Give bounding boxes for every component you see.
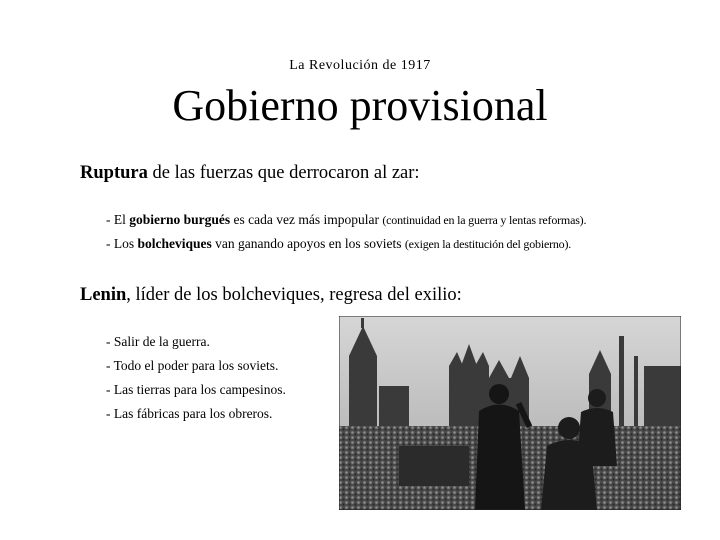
- lenin-bullet-list: [106, 330, 286, 426]
- heading-keyword: Lenin: [80, 285, 127, 305]
- bullet-keyword: bolcheviques: [137, 236, 212, 251]
- list-item: - Las fábricas para los obreros.: [106, 406, 273, 421]
- slide-title: Gobierno provisional: [172, 81, 548, 130]
- bullet-note: (continuidad en la guerra y lentas reformas).: [382, 213, 587, 227]
- list-item: - Salir de la guerra.: [106, 334, 210, 349]
- heading-text: , líder de los bolcheviques, regresa del exilio:: [126, 285, 462, 305]
- list-item: - Los bolcheviques van ganando apoyos en los soviets (exigen la destitución del gobierno).: [106, 236, 572, 251]
- list-item: - Las tierras para los campesinos.: [106, 382, 286, 397]
- slide-subtitle: La Revolución de 1917: [289, 58, 431, 73]
- section-heading-ruptura: [80, 162, 420, 184]
- ruptura-bullet-list: [106, 208, 586, 256]
- historical-photo: [339, 316, 681, 510]
- heading-keyword: Ruptura: [80, 163, 148, 183]
- list-item: - Todo el poder para los soviets.: [106, 358, 279, 373]
- list-item: - El gobierno burgués es cada vez más impopular (continuidad en la guerra y lentas reformas).: [106, 212, 587, 227]
- section-heading-lenin: [80, 284, 462, 306]
- banner: [399, 446, 469, 486]
- bullet-keyword: gobierno burgués: [129, 212, 231, 227]
- bullet-note: (exigen la destitución del gobierno).: [404, 237, 572, 251]
- heading-text: de las fuerzas que derrocaron al zar:: [147, 163, 420, 183]
